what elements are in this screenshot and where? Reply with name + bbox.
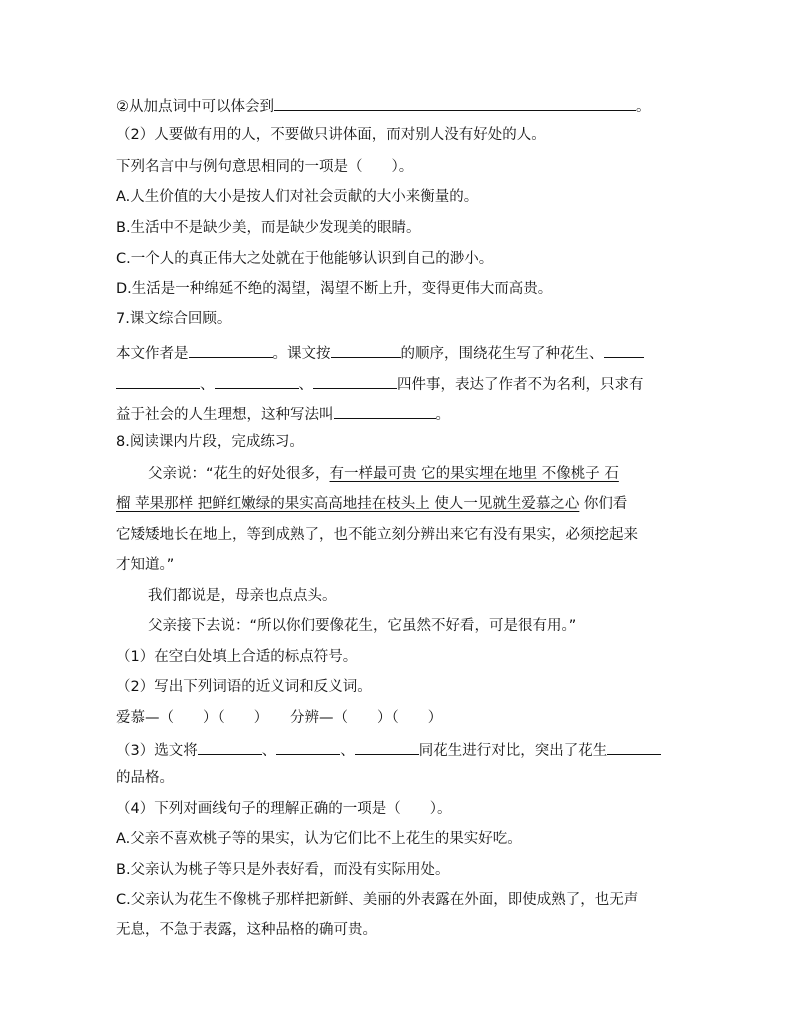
answer-blank[interactable] (331, 341, 401, 358)
underlined-sentence[interactable]: 有一样最可贵 它的果实埋在地里 不像桃子 石 (329, 466, 619, 482)
q8-option-a[interactable]: A.父亲不喜欢桃子等的果实，认为它们比不上花生的果实好吃。 (116, 831, 522, 847)
answer-blank[interactable] (276, 738, 340, 755)
q7-text: 。课文按 (272, 346, 331, 362)
q8-para1-line1 (148, 464, 619, 484)
passage-text: 父亲说：“花生的好处很多， (148, 466, 330, 482)
q8-title: 8.阅读课内片段，完成练习。 (116, 434, 304, 450)
q7-text: 四件事，表达了作者不为名利，只求有 (397, 377, 644, 393)
answer-blank[interactable] (604, 341, 644, 358)
answer-blank[interactable] (355, 738, 419, 755)
q8-text: 同花生进行对比，突出了花生 (418, 743, 608, 759)
q7-text: 、 (298, 377, 313, 393)
q6-prompt: 下列名言中与例句意思相同的一项是（ ）。 (116, 159, 414, 175)
q8-sub2: （2）写出下列词语的近义词和反义词。 (116, 679, 372, 695)
q8-para1-line4: 才知道。” (116, 557, 175, 573)
q8-para1-line3: 它矮矮地长在地上，等到成熟了，也不能立刻分辨出来它有没有果实，必须挖起来 (116, 527, 638, 543)
answer-blank[interactable] (116, 372, 200, 389)
q7-text: 益于社会的人生理想，这种写法叫 (116, 407, 334, 423)
answer-blank[interactable] (198, 738, 262, 755)
q8-text: 、 (340, 743, 355, 759)
answer-blank[interactable] (334, 402, 436, 419)
passage-text: 你们看 (579, 496, 628, 512)
underlined-sentence[interactable]: 榴 苹果那样 把鲜红嫩绿的果实高高地挂在枝头上 使人一见就生爱慕之心 (116, 496, 580, 512)
q8-sub3-end: 的品格。 (116, 770, 174, 786)
q8-para3: 父亲接下去说：“所以你们要像花生，它虽然不好看，可是很有用。” (148, 618, 577, 634)
q6-sub2-line (116, 94, 651, 117)
q8-sub1: （1）在空白处填上合适的标点符号。 (116, 649, 358, 665)
answer-blank[interactable] (189, 341, 273, 358)
q6-option-a[interactable]: A.人生价值的大小是按人们对社会贡献的大小来衡量的。 (116, 189, 479, 205)
q6-example-sentence: （2）人要做有用的人，不要做只讲体面，而对别人没有好处的人。 (116, 127, 546, 143)
answer-blank[interactable] (215, 372, 299, 389)
q8-option-c-cont: 无息，不急于表露，这种品格的确可贵。 (116, 922, 377, 938)
q8-text: （3）选文将 (116, 743, 198, 759)
punct: 。 (636, 99, 651, 115)
q7-text: 、 (200, 377, 215, 393)
answer-blank[interactable] (274, 94, 636, 111)
q6-option-c[interactable]: C.一个人的真正伟大之处就在于他能够认识到自己的渺小。 (116, 251, 494, 267)
q7-text: 。 (435, 407, 450, 423)
q8-sub2-words[interactable]: 爱慕—（ ）（ ） 分辨—（ ）（ ） (116, 710, 443, 726)
answer-blank[interactable] (313, 372, 397, 389)
q6-option-b[interactable]: B.生活中不是缺少美，而是缺少发现美的眼睛。 (116, 220, 421, 236)
answer-blank[interactable] (607, 738, 661, 755)
q8-para1-line2 (116, 494, 627, 514)
q8-sub3-line (116, 738, 661, 761)
q7-text: 的顺序，围绕花生写了种花生、 (400, 346, 604, 362)
q8-sub4: （4）下列对画线句子的理解正确的一项是（ ）。 (116, 801, 452, 817)
q7-line1 (116, 341, 644, 364)
q7-line3 (116, 402, 450, 425)
q8-option-c[interactable]: C.父亲认为花生不像桃子那样把新鲜、美丽的外表露在外面，即使成熟了，也无声 (116, 892, 639, 908)
q8-text: 、 (261, 743, 277, 759)
q6-option-d[interactable]: D.生活是一种绵延不绝的渴望，渴望不断上升，变得更伟大而高贵。 (116, 281, 553, 297)
q8-option-b[interactable]: B.父亲认为桃子等只是外表好看，而没有实际用处。 (116, 862, 450, 878)
q8-para2: 我们都说是，母亲也点点头。 (148, 588, 337, 604)
q7-text: 本文作者是 (116, 346, 189, 362)
q7-line2 (116, 372, 644, 395)
q7-title: 7.课文综合回顾。 (116, 311, 232, 327)
q6-sub2-text: ②从加点词中可以体会到 (116, 99, 274, 115)
